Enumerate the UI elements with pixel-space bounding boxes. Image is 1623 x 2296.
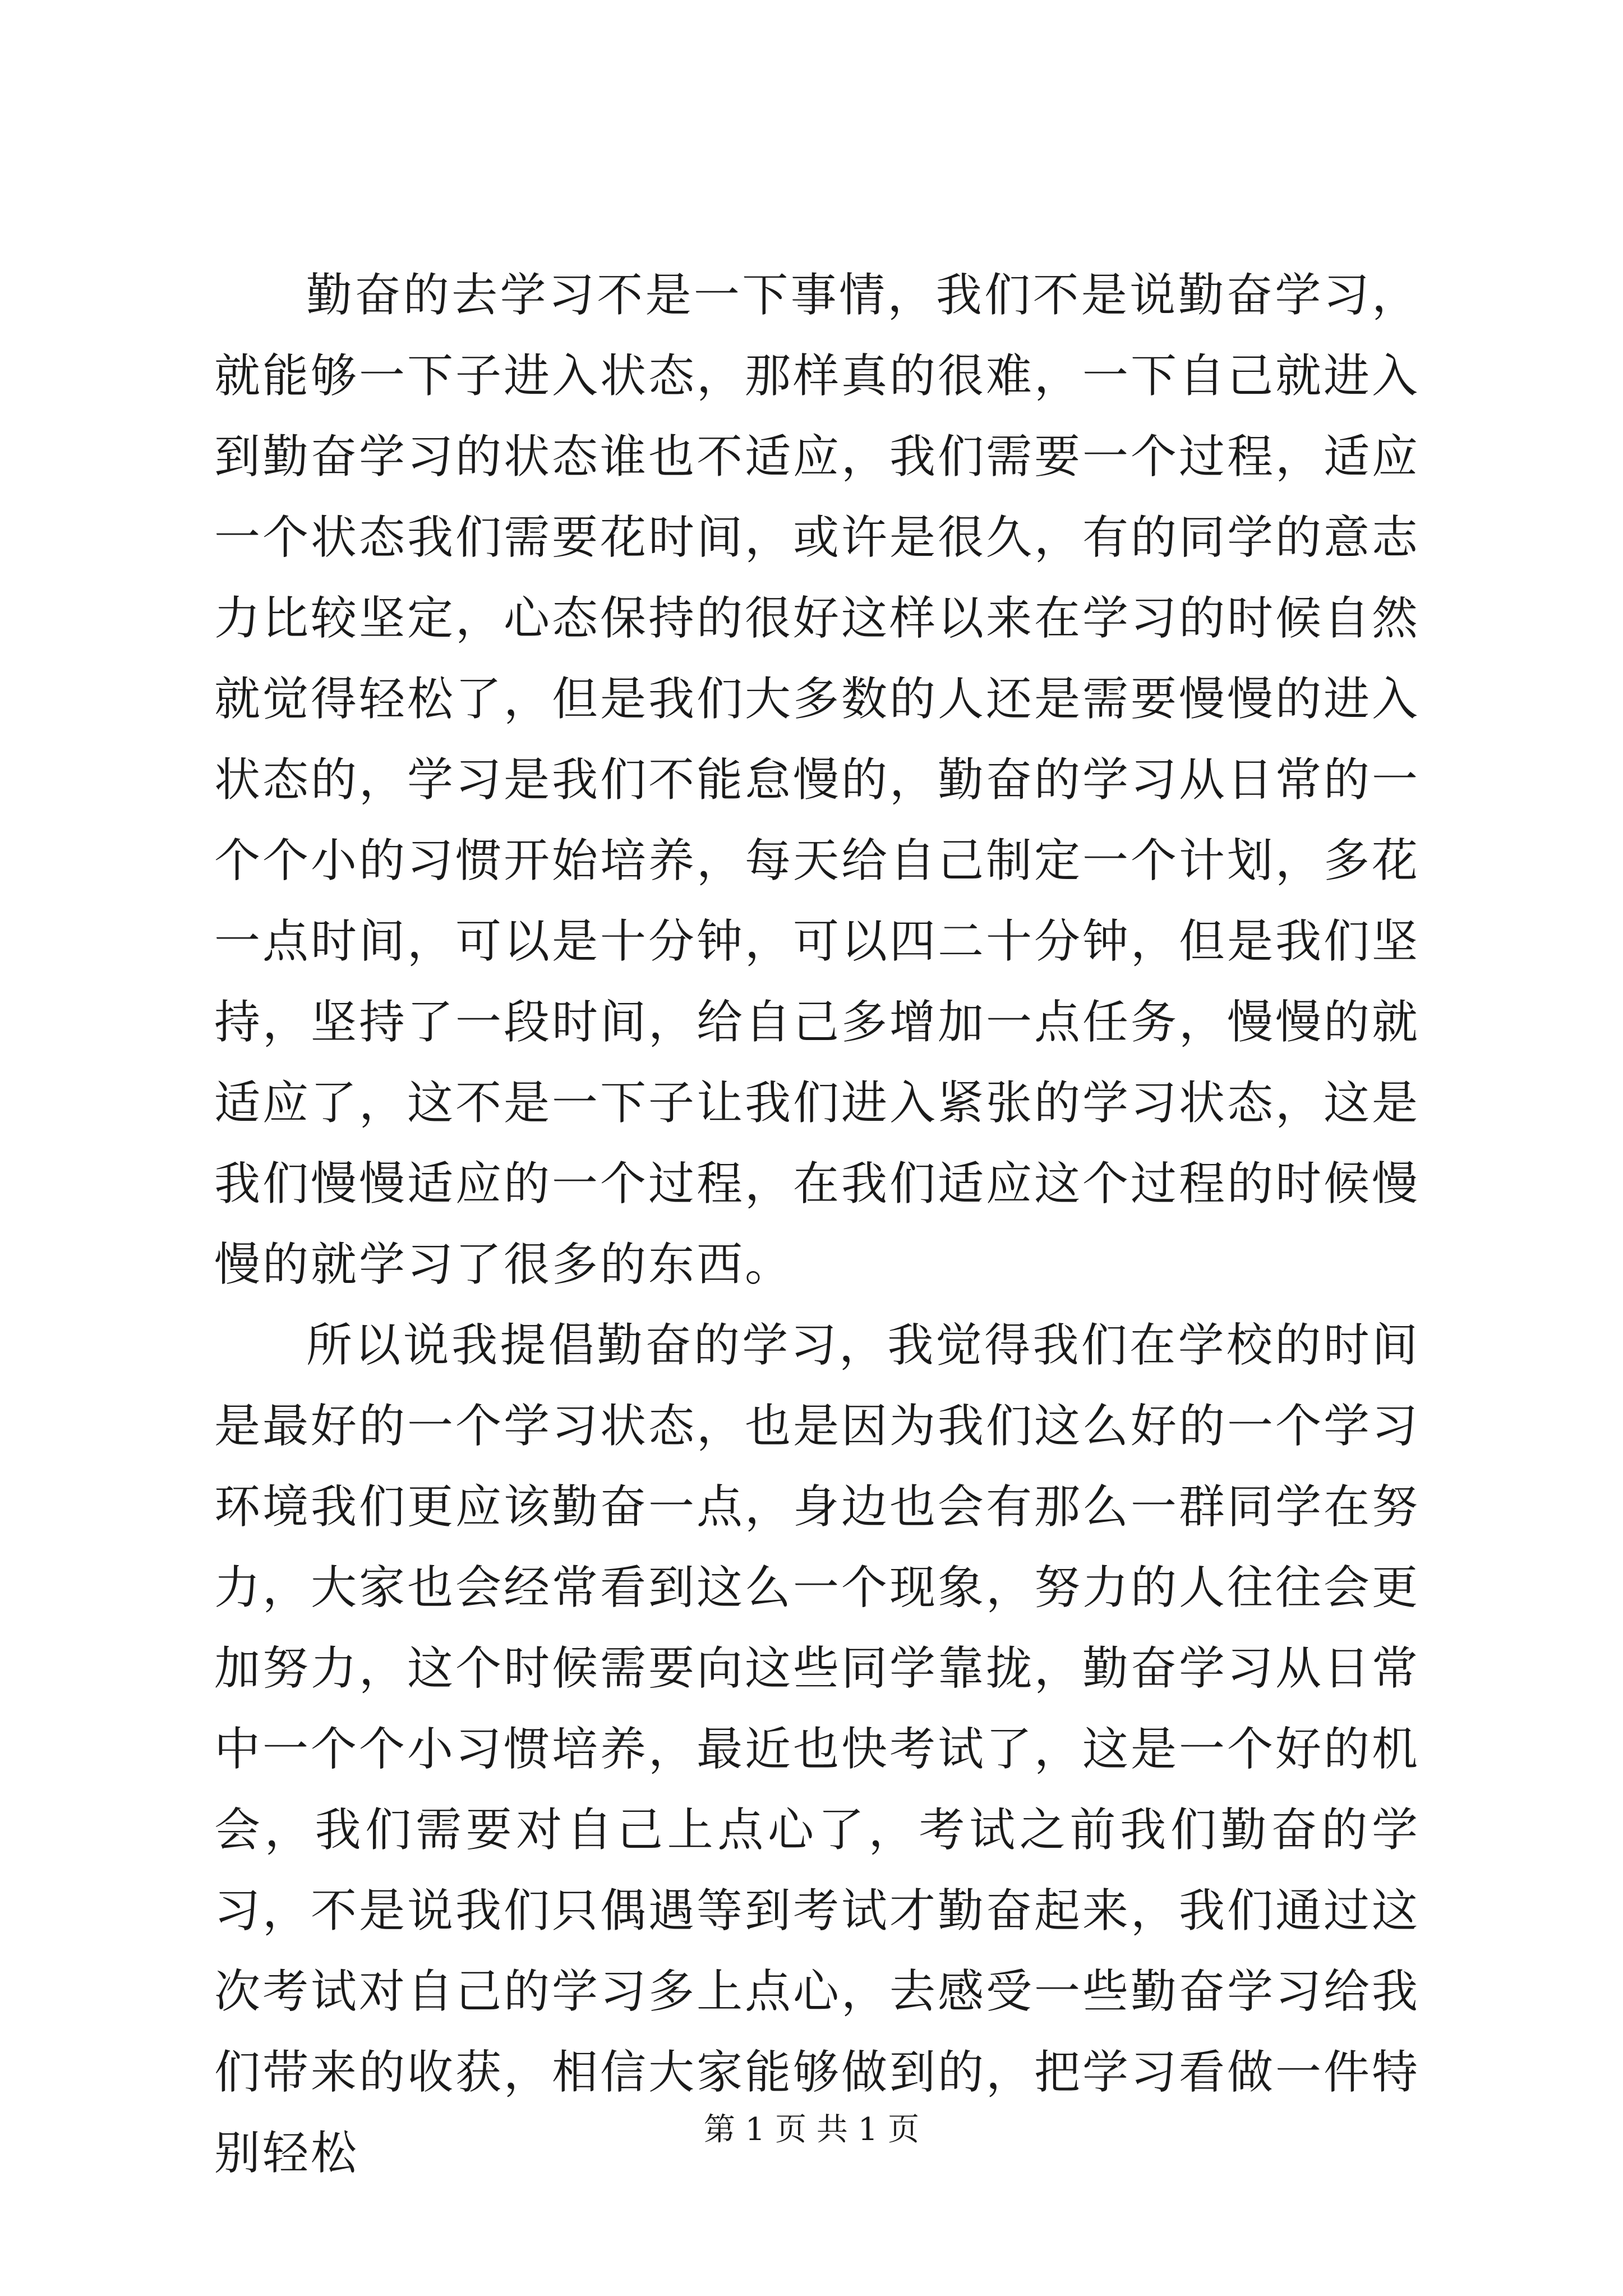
paragraph-1: 勤奋的去学习不是一下事情，我们不是说勤奋学习，就能够一下子进入状态，那样真的很难，一下自己就进入到勤奋学习的状态谁也不适应，我们需要一个过程，适应一个状态我们需要花时间，或许是很久，有的同学的意志力比较坚定，心态保持的很好这样以来在学习的时候自然就觉得轻松了，但是我们大多数的人还是需要慢慢的进入状态的，学习是我们不能怠慢的，勤奋的学习从日常的一个个小的习惯开始培养，每天给自己制定一个计划，多花一点时间，可以是十分钟，可以四二十分钟，但是我们坚持，坚持了一段时间，给自己多增加一点任务，慢慢的就适应了，这不是一下子让我们进入紧张的学习状态，这是我们慢慢适应的一个过程，在我们适应这个过程的时候慢慢的就学习了很多的东西。 — [214, 269, 1421, 1291]
page-footer: 第 1 页 共 1 页 — [703, 2111, 920, 2148]
document-body — [214, 255, 1420, 2194]
paragraph-2: 所以说我提倡勤奋的学习，我觉得我们在学校的时间是最好的一个学习状态，也是因为我们这么好的一个学习环境我们更应该勤奋一点，身边也会有那么一群同学在努力，大家也会经常看到这么一个现象，努力的人往往会更加努力，这个时候需要向这些同学靠拢，勤奋学习从日常中一个个小习惯培养，最近也快考试了，这是一个好的机会，我们需要对自己上点心了，考试之前我们勤奋的学习，不是说我们只偶遇等到考试才勤奋起来，我们通过这次考试对自己的学习多上点心，去感受一些勤奋学习给我们带来的收获，相信大家能够做到的，把学习看做一件特别轻松 — [214, 1319, 1421, 2180]
